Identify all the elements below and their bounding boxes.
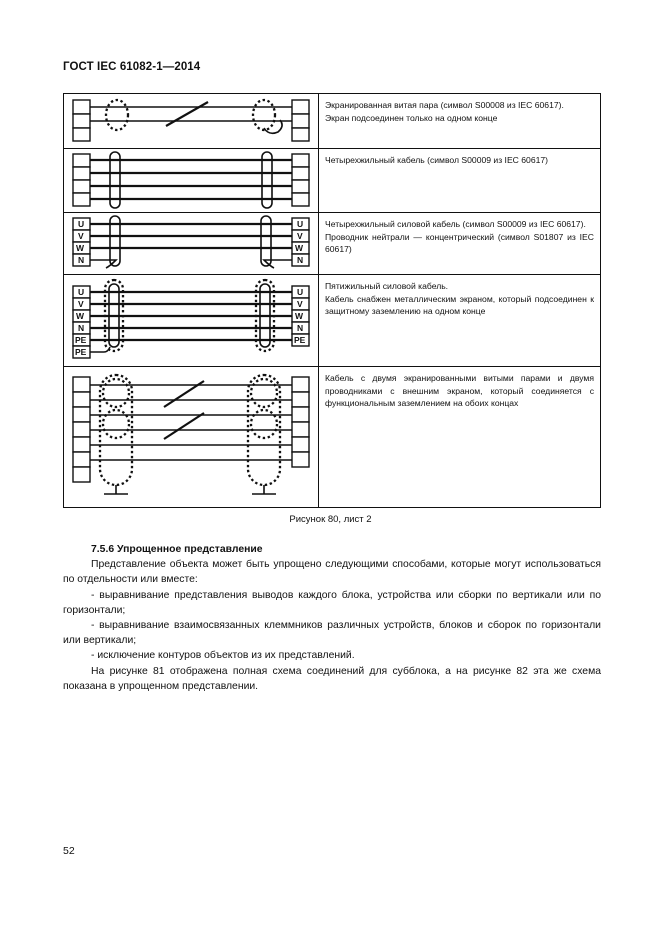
diagram-two-shielded-pairs-cable: [64, 367, 319, 508]
row-1-description: [319, 94, 601, 149]
figure-caption: Рисунок 80, лист 2: [289, 514, 372, 525]
row-5-line-1: Кабель с двумя экранированными витыми парами и двумя проводниками с внешним экраном, который соединяется с функциональным заземлением на обоих концах: [325, 373, 594, 409]
list-item: - выравнивание взаимосвязанных клеммников различных устройств, блоков и сборок по горизонтали или вертикали;: [63, 620, 601, 647]
row-3-line-1: Четырехжильный силовой кабель (символ S00009 из IEC 60617).: [325, 219, 586, 229]
diagram-five-core-power-cable: [64, 275, 319, 367]
terminal-label-left-w: W: [76, 311, 85, 321]
terminal-label-right-n: N: [297, 323, 304, 333]
row-3-description: [319, 213, 601, 275]
terminal-label-right-u: U: [297, 287, 304, 297]
terminal-label-right-pe: PE: [294, 335, 306, 345]
terminal-label-right-w: W: [295, 243, 304, 253]
terminal-label-left-n: N: [78, 255, 85, 265]
terminal-label-left-v: V: [78, 299, 84, 309]
list-item: - выравнивание представления выводов каждого блока, устройства или сборки по вертикали или по горизонтали;: [63, 589, 601, 616]
diagram-four-core-cable: [64, 149, 319, 213]
row-1-line-2: Экран подсоединен только на одном конце: [325, 112, 498, 123]
row-5-description: [319, 367, 601, 508]
page-number: 52: [63, 845, 75, 857]
terminal-label-left-u: U: [78, 219, 85, 229]
row-1-line-1: Экранированная витая пара (символ S00008 из IEC 60617).: [325, 100, 564, 110]
diagram-shielded-twisted-pair: [64, 94, 319, 149]
section-heading: 7.5.6 Упрощенное представление: [91, 544, 263, 555]
section-intro: Представление объекта может быть упрощено следующими способами, которые могут использоваться по отдельности или вместе:: [63, 559, 601, 586]
section-body: [63, 542, 601, 694]
terminal-label-left-w: W: [76, 243, 85, 253]
row-4-line-1: Пятижильный силовой кабель.: [325, 281, 449, 291]
terminal-label-left-pe: PE: [75, 335, 87, 345]
row-2-description: [319, 149, 601, 213]
terminal-label-left-n: N: [78, 323, 85, 333]
list-item: - исключение контуров объектов из их представлений.: [91, 650, 355, 662]
diagram-four-core-power-cable: [64, 213, 319, 275]
row-4-line-2: Кабель снабжен металлическим экраном, который подсоединен к защитному заземлению на одном конце: [325, 293, 594, 317]
terminal-label-right-u: U: [297, 219, 304, 229]
section-closing: На рисунке 81 отображена полная схема соединений для субблока, а на рисунке 82 эта же схема показана в упрощенном представлении.: [63, 665, 601, 692]
terminal-label-left-pe-shield: PE: [75, 347, 87, 357]
terminal-label-right-w: W: [295, 311, 304, 321]
terminal-label-right-v: V: [297, 299, 303, 309]
document-header: ГОСТ IEC 61082-1—2014: [63, 61, 201, 73]
row-2-line-1: Четырехжильный кабель (символ S00009 из IEC 60617): [325, 155, 549, 165]
terminal-label-right-n: N: [297, 255, 304, 265]
row-4-description: [319, 275, 601, 367]
row-3-line-2: Проводник нейтрали — концентрический (символ S01807 из IEC 60617): [325, 231, 594, 255]
terminal-label-left-u: U: [78, 287, 85, 297]
terminal-label-right-v: V: [297, 231, 303, 241]
figure-table: [63, 93, 601, 508]
terminal-label-left-v: V: [78, 231, 84, 241]
